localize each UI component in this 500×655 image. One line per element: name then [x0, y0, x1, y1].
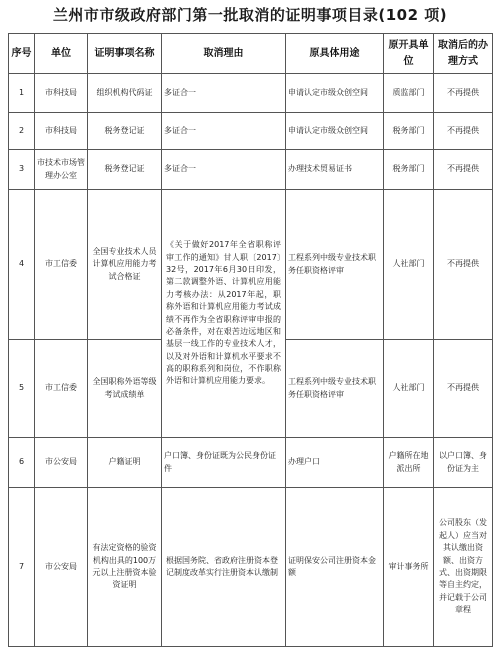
cell-issuer: 质监部门	[384, 74, 434, 113]
cell-method: 不再提供	[434, 150, 493, 190]
cell-item: 全国专业技术人员计算机应用能力考试合格证	[88, 190, 162, 340]
table-header-row	[9, 34, 493, 74]
cell-reason-merged: 《关于做好2017年全省职称评审工作的通知》甘人职〔2017〕32号，2017年6月30日印发，第二款调整外语、计算机应用能力考核办法：从2017年起，职称外语和计算机应用能力考试成绩不再作为全省职称评审申报的必备条件，对在艰苦边远地区和基层一线工作的专业技术人才，以及对外语和计算机水平要求不高的职称系列和岗位，不作职称外语和计算机应用能力要求。	[162, 190, 286, 438]
cell-method: 不再提供	[434, 113, 493, 150]
cell-no: 6	[9, 438, 35, 488]
cell-issuer: 税务部门	[384, 150, 434, 190]
table-row	[9, 488, 493, 647]
cell-reason: 多证合一	[162, 113, 286, 150]
cell-use: 办理户口	[286, 438, 384, 488]
header-issuer: 原开具单位	[384, 34, 434, 74]
cell-reason: 多证合一	[162, 150, 286, 190]
cell-no: 1	[9, 74, 35, 113]
cell-method: 不再提供	[434, 190, 493, 340]
cell-unit: 市技术市场管理办公室	[35, 150, 88, 190]
page-title: 兰州市市级政府部门第一批取消的证明事项目录(102 项)	[52, 6, 448, 24]
cell-no: 2	[9, 113, 35, 150]
header-no: 序号	[9, 34, 35, 74]
cell-use: 申请认定市级众创空间	[286, 74, 384, 113]
cell-method: 以户口簿、身份证为主	[434, 438, 493, 488]
cell-no: 3	[9, 150, 35, 190]
header-reason: 取消理由	[162, 34, 286, 74]
header-method: 取消后的办理方式	[434, 34, 493, 74]
certificate-table	[8, 33, 493, 647]
cell-item: 税务登记证	[88, 113, 162, 150]
cell-use: 工程系列中级专业技术职务任职资格评审	[286, 340, 384, 438]
cell-no: 4	[9, 190, 35, 340]
header-use: 原具体用途	[286, 34, 384, 74]
header-item: 证明事项名称	[88, 34, 162, 74]
cell-no: 5	[9, 340, 35, 438]
cell-reason: 多证合一	[162, 74, 286, 113]
cell-item: 户籍证明	[88, 438, 162, 488]
cell-unit: 市科技局	[35, 113, 88, 150]
cell-unit: 市工信委	[35, 340, 88, 438]
cell-method: 公司股东（发起人）应当对其认缴出资额、出资方式、出资期限等自主约定，并记载于公司章程	[434, 488, 493, 647]
table-row	[9, 113, 493, 150]
cell-unit: 市科技局	[35, 74, 88, 113]
cell-item: 组织机构代码证	[88, 74, 162, 113]
cell-item: 税务登记证	[88, 150, 162, 190]
cell-issuer: 人社部门	[384, 340, 434, 438]
cell-reason: 根据国务院、省政府注册资本登记制度改革实行注册资本认缴制	[162, 488, 286, 647]
cell-use: 证明保安公司注册资本金额	[286, 488, 384, 647]
cell-unit: 市公安局	[35, 488, 88, 647]
cell-method: 不再提供	[434, 74, 493, 113]
table-row	[9, 150, 493, 190]
cell-no: 7	[9, 488, 35, 647]
cell-issuer: 审计事务所	[384, 488, 434, 647]
cell-issuer: 税务部门	[384, 113, 434, 150]
cell-issuer: 户籍所在地派出所	[384, 438, 434, 488]
table-row	[9, 74, 493, 113]
cell-item: 有法定资格的验资机构出具的100万元以上注册资本验资证明	[88, 488, 162, 647]
cell-method: 不再提供	[434, 340, 493, 438]
table-row	[9, 438, 493, 488]
cell-reason: 户口簿、身份证既为公民身份证件	[162, 438, 286, 488]
cell-use: 工程系列中级专业技术职务任职资格评审	[286, 190, 384, 340]
cell-item: 全国职称外语等级考试成绩单	[88, 340, 162, 438]
header-unit: 单位	[35, 34, 88, 74]
cell-use: 申请认定市级众创空间	[286, 113, 384, 150]
table-row	[9, 190, 493, 340]
cell-unit: 市工信委	[35, 190, 88, 340]
cell-use: 办理技术贸易证书	[286, 150, 384, 190]
cell-issuer: 人社部门	[384, 190, 434, 340]
cell-unit: 市公安局	[35, 438, 88, 488]
